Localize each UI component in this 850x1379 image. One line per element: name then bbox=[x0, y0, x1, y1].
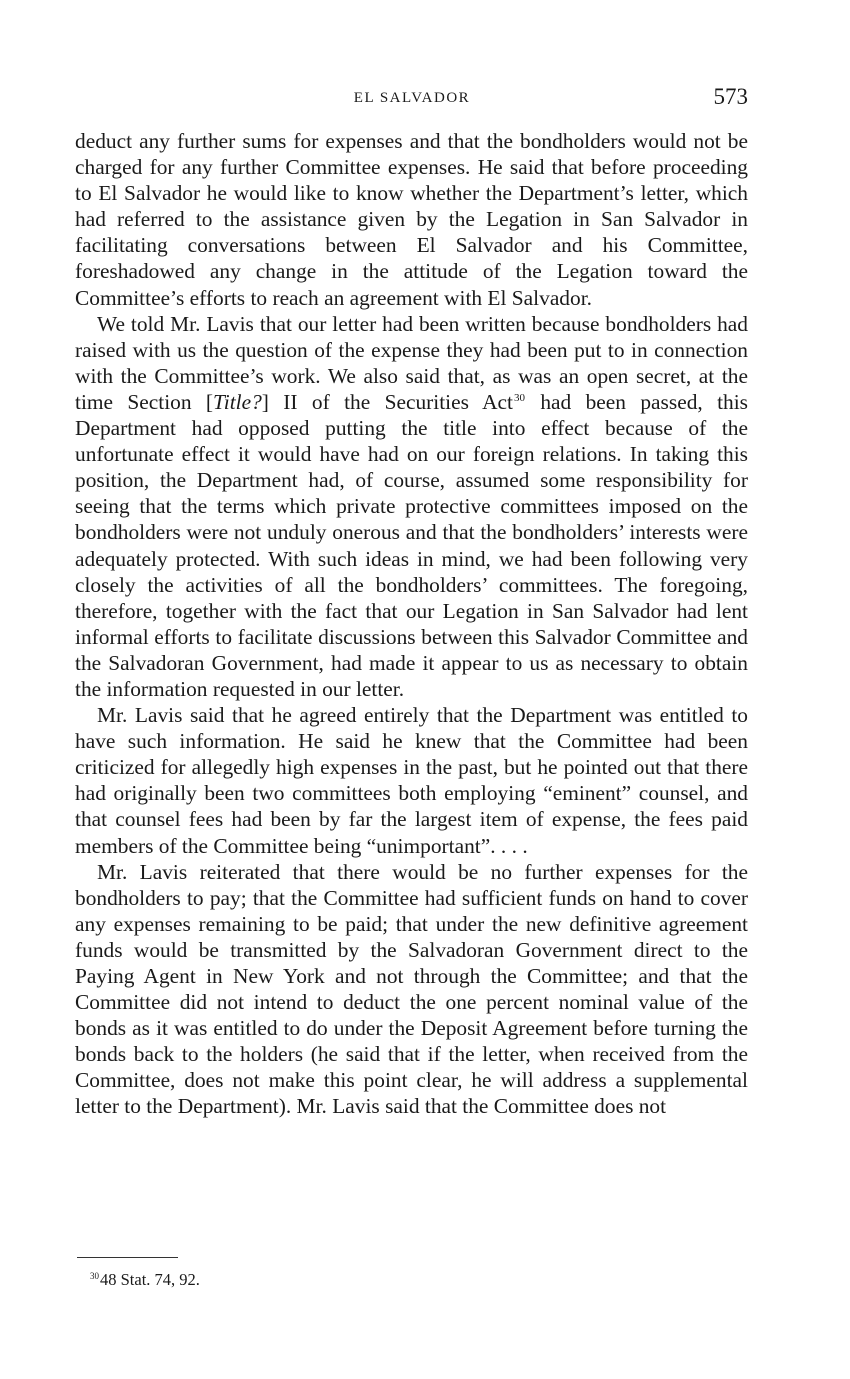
footnote-reference: 30 bbox=[514, 391, 525, 404]
paragraph-text: ] II of the Securities Act bbox=[261, 389, 513, 414]
paragraph-department-reply bbox=[75, 311, 748, 702]
running-head: EL SALVADOR bbox=[353, 90, 471, 106]
footnote-divider bbox=[77, 1257, 178, 1258]
paragraph-lavis-reiteration: Mr. Lavis reiterated that there would be no further expenses for the bondholders to pay; that the Committee had sufficient funds on hand to cover any expenses remaining to be paid; that under the new definitive agreement funds would be transmitted by the Salvadoran Government direct to the Paying Agent in New York and not through the Committee; and that the Committee did not intend to deduct the one percent nominal value of the bonds as it was entitled to do under the Deposit Agreement before turning the bonds back to the holders (he said that if the letter, when received from the Committee, does not make this point clear, he will address a supplemental letter to the Department). Mr. Lavis said that the Committee does not bbox=[75, 859, 748, 1119]
main-text bbox=[75, 128, 748, 1120]
paragraph-lavis-agreement: Mr. Lavis said that he agreed entirely that the Department was entitled to have such information. He said he knew that the Committee had been criticized for allegedly high expenses in the past, but he pointed out that there had originally been two committees both employing “eminent” counsel, and that counsel fees had been by far the largest item of expense, the fees paid members of the Committee being “unimportant”. . . . bbox=[75, 703, 748, 858]
page-number: 573 bbox=[713, 84, 748, 109]
paragraph-text: We told Mr. Lavis that our letter had been written because bondholders had raised with us the question of the expense they had been put to in connection with the Committee’s work. We also said that, as was an open secret, at the time Section [ bbox=[75, 311, 748, 414]
footnote-number: 30 bbox=[90, 1271, 99, 1281]
editorial-italic: Title? bbox=[213, 389, 262, 414]
page-header bbox=[76, 84, 748, 114]
paragraph-continued: deduct any further sums for expenses and that the bondholders would not be charged for any further Committee expenses. He said that before proceeding to El Salvador he would like to know whether the Department’s letter, which had referred to the assistance given by the Legation in San Salvador in facilitating conversations between El Salvador and his Committee, foreshadowed any change in the attitude of the Legation toward the Committee’s efforts to reach an agreement with El Salvador. bbox=[75, 129, 748, 310]
paragraph-text: had been passed, this Department had opposed putting the title into effect because of the unfortunate effect it would have had on our foreign relations. In taking this position, the Department had, of course, assumed some responsibility for seeing that the terms which private protective committees imposed on the bondholders were not unduly onerous and that the bondholders’ interests were adequately protected. With such ideas in mind, we had been following very closely the activities of all the bondholders’ committees. The foregoing, therefore, together with the fact that our Legation in San Salvador had lent informal efforts to facilitate discussions between this Salvador Committee and the Salvadoran Government, had made it appear to us as necessary to obtain the information requested in our letter. bbox=[75, 389, 749, 701]
footnote bbox=[90, 1270, 200, 1290]
footnote-text: 48 Stat. 74, 92. bbox=[100, 1270, 200, 1289]
